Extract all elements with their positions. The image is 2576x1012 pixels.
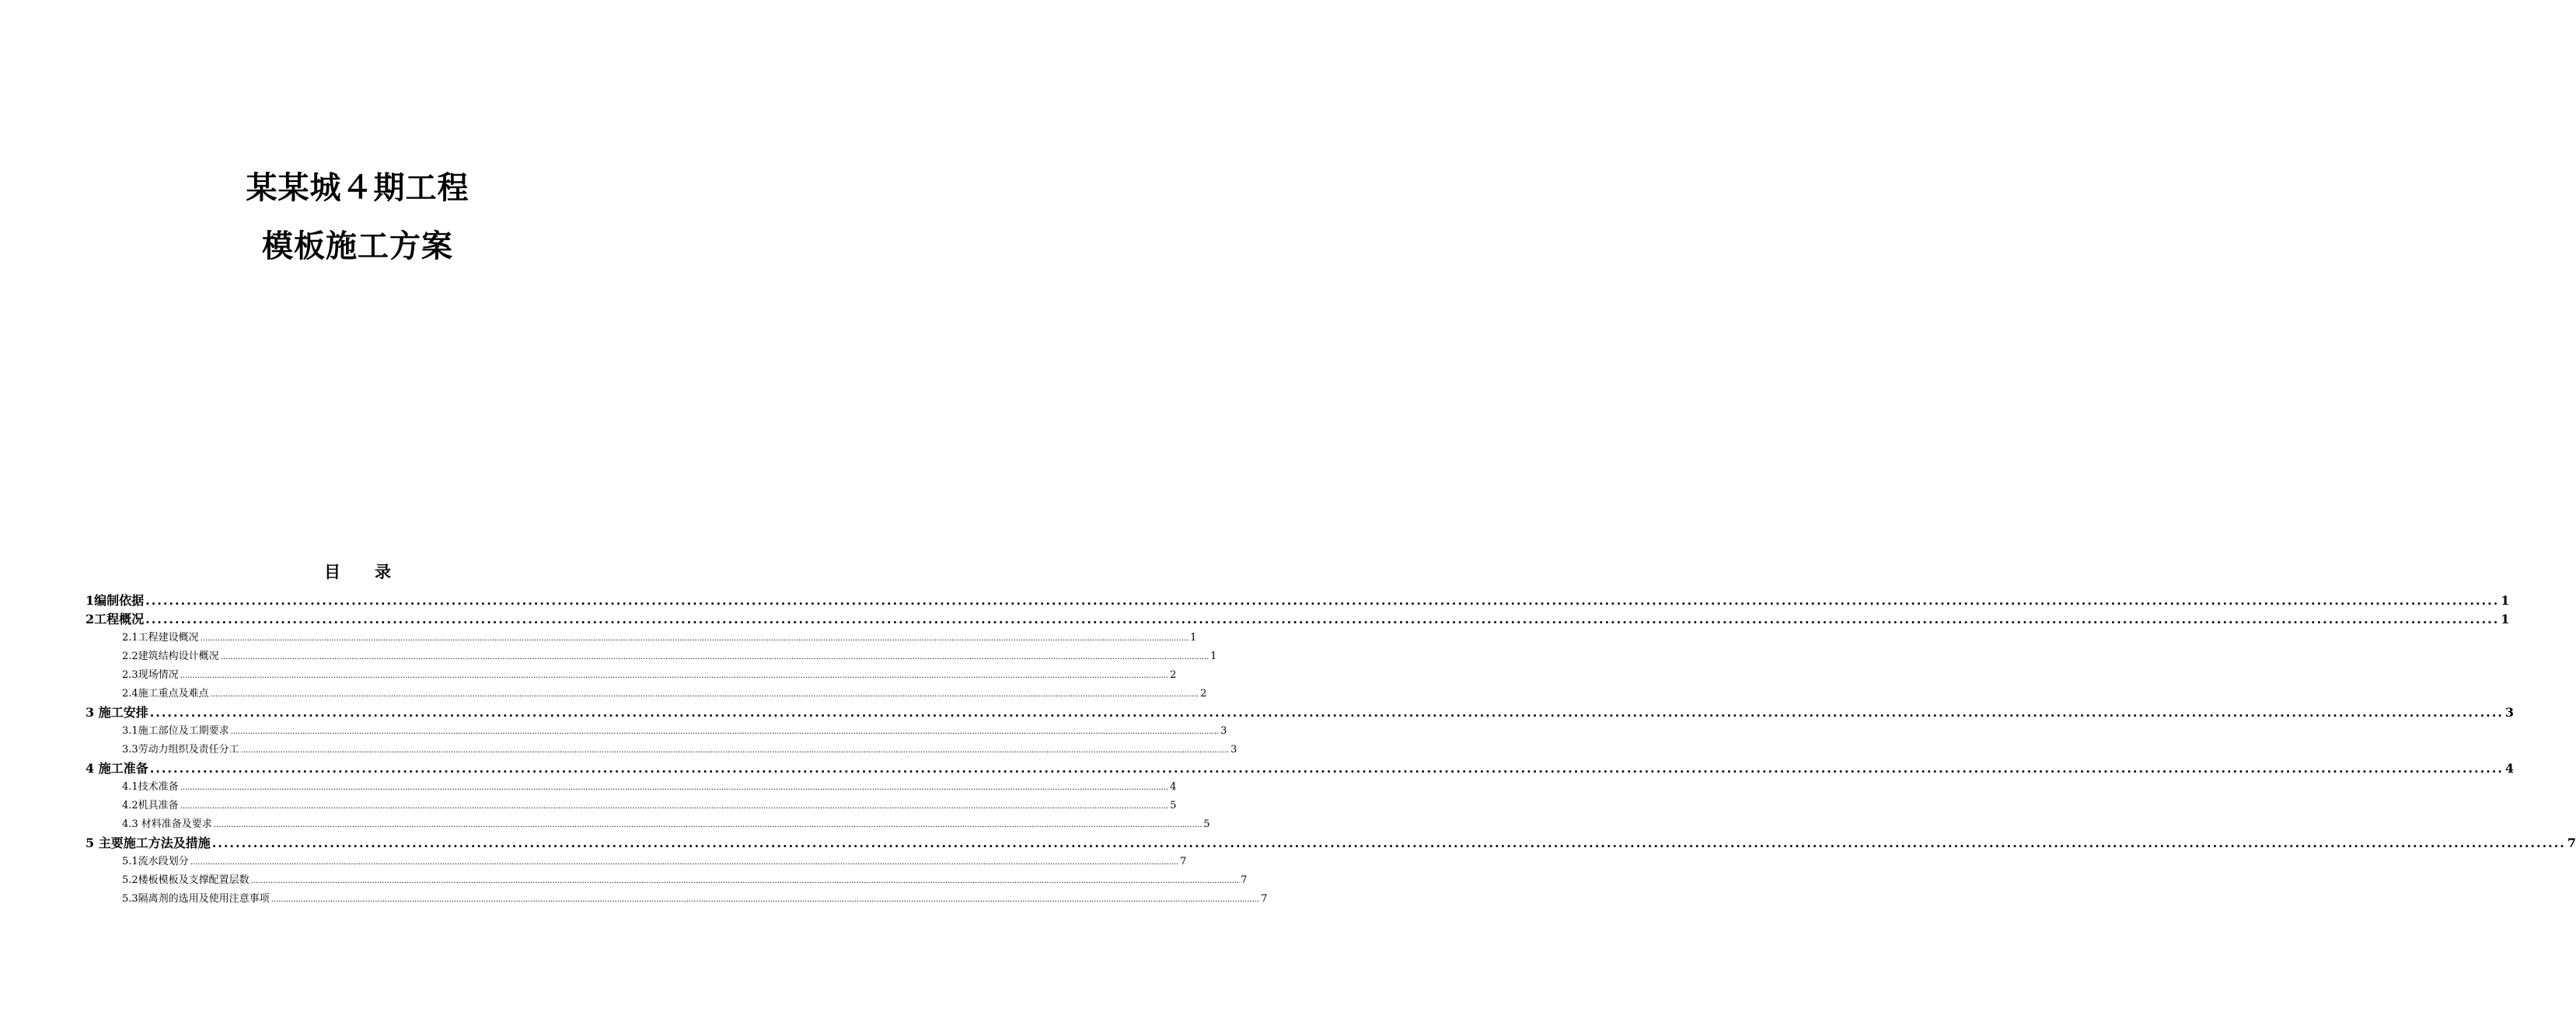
table-of-contents bbox=[86, 591, 2576, 909]
toc-dot-leader: ................................................................................................................................................................................................................................................................................................................................................................................................................ bbox=[180, 783, 1169, 792]
toc-entry-label: 2.3现场情况 bbox=[122, 669, 179, 681]
toc-entry-label: 1编制依据 bbox=[86, 593, 145, 608]
toc-entry-label: 3 施工安排 bbox=[86, 705, 148, 720]
toc-page-number: 2 bbox=[1200, 688, 1207, 700]
toc-entry-label: 2.2建筑结构设计概况 bbox=[122, 651, 219, 662]
toc-entry-label: 3.1施工部位及工期要求 bbox=[122, 725, 229, 737]
toc-dot-leader: ................................................................................................................................................................................................................................................................................................................................................................................................................ bbox=[240, 746, 1230, 755]
toc-entry-label: 4.1技术准备 bbox=[122, 781, 179, 793]
toc-page-number: 5 bbox=[1203, 818, 1210, 830]
toc-entry-label: 2工程概况 bbox=[86, 612, 145, 626]
toc-page-number: 3 bbox=[2504, 705, 2514, 720]
toc-page-number: 1 bbox=[2501, 612, 2510, 626]
toc-entry-label: 5.3隔离剂的选用及使用注意事项 bbox=[122, 893, 270, 905]
toc-entry-label: 4.3 材料准备及要求 bbox=[122, 818, 212, 830]
toc-entry-label: 5.2楼板模板及支撑配置层数 bbox=[122, 874, 250, 886]
toc-entry-label: 4 施工准备 bbox=[86, 761, 148, 776]
toc-subentry[interactable] bbox=[86, 778, 1177, 797]
toc-subentry[interactable] bbox=[86, 647, 1217, 666]
toc-dot-leader: ................................................................................................................................................................................................................................................................................................................................................................................................................ bbox=[220, 653, 1209, 661]
toc-page-number: 1 bbox=[1210, 651, 1217, 662]
toc-page-number: 1 bbox=[1190, 632, 1197, 644]
toc-subentry[interactable] bbox=[86, 666, 1177, 685]
toc-subentry[interactable] bbox=[86, 797, 1177, 815]
toc-heading bbox=[0, 560, 715, 584]
toc-dot-leader: ................................................................................................................................................................................................................................................................................................................................................................................................................ bbox=[213, 821, 1202, 829]
toc-subentry[interactable] bbox=[86, 741, 1237, 759]
toc-entry[interactable] bbox=[86, 610, 2510, 629]
toc-dot-leader: ................................................................................................................................................................................................................................................................................................................................................................................................................ bbox=[211, 836, 2566, 850]
toc-page-number: 2 bbox=[1170, 669, 1177, 681]
toc-page-number: 5 bbox=[1170, 800, 1177, 811]
toc-subentry[interactable] bbox=[86, 722, 1227, 741]
toc-page-number: 7 bbox=[1180, 856, 1187, 867]
toc-heading-left: 目 bbox=[324, 562, 340, 581]
toc-dot-leader: ................................................................................................................................................................................................................................................................................................................................................................................................................ bbox=[200, 634, 1189, 643]
toc-subentry[interactable] bbox=[86, 871, 1248, 890]
toc-subentry[interactable] bbox=[86, 890, 1268, 909]
toc-subentry[interactable] bbox=[86, 815, 1210, 834]
toc-dot-leader: ................................................................................................................................................................................................................................................................................................................................................................................................................ bbox=[180, 802, 1169, 811]
toc-page-number: 3 bbox=[1230, 744, 1237, 756]
toc-entry-label: 2.4施工重点及难点 bbox=[122, 688, 209, 700]
toc-entry-label: 2.1工程建设概况 bbox=[122, 632, 199, 644]
toc-dot-leader: ................................................................................................................................................................................................................................................................................................................................................................................................................ bbox=[190, 858, 1179, 867]
toc-dot-leader: ................................................................................................................................................................................................................................................................................................................................................................................................................ bbox=[145, 593, 2500, 608]
toc-entry[interactable] bbox=[86, 703, 2514, 722]
toc-subentry[interactable] bbox=[86, 685, 1207, 703]
toc-dot-leader: ................................................................................................................................................................................................................................................................................................................................................................................................................ bbox=[149, 761, 2504, 776]
toc-dot-leader: ................................................................................................................................................................................................................................................................................................................................................................................................................ bbox=[250, 877, 1240, 885]
document-title: 某某城４期工程 bbox=[246, 169, 469, 206]
toc-entry-label: 4.2机具准备 bbox=[122, 800, 179, 811]
toc-dot-leader: ................................................................................................................................................................................................................................................................................................................................................................................................................ bbox=[145, 612, 2500, 626]
toc-entry-label: 5 主要施工方法及措施 bbox=[86, 836, 211, 850]
toc-dot-leader: ................................................................................................................................................................................................................................................................................................................................................................................................................ bbox=[271, 895, 1260, 904]
toc-dot-leader: ................................................................................................................................................................................................................................................................................................................................................................................................................ bbox=[210, 690, 1199, 699]
toc-dot-leader: ................................................................................................................................................................................................................................................................................................................................................................................................................ bbox=[149, 705, 2504, 720]
toc-page-number: 7 bbox=[2567, 836, 2576, 850]
toc-subentry[interactable] bbox=[86, 629, 1197, 647]
toc-dot-leader: ................................................................................................................................................................................................................................................................................................................................................................................................................ bbox=[230, 728, 1220, 736]
toc-entry[interactable] bbox=[86, 591, 2510, 610]
toc-entry[interactable] bbox=[86, 759, 2514, 778]
toc-heading-right: 录 bbox=[375, 562, 391, 581]
toc-page-number: 3 bbox=[1220, 725, 1227, 737]
toc-page-number: 7 bbox=[1261, 893, 1268, 905]
toc-entry[interactable] bbox=[86, 834, 2576, 853]
toc-page-number: 4 bbox=[2504, 761, 2514, 776]
toc-entry-label: 3.3劳动力组织及责任分工 bbox=[122, 744, 239, 756]
toc-page-number: 1 bbox=[2501, 593, 2510, 608]
toc-page-number: 7 bbox=[1241, 874, 1248, 886]
toc-subentry[interactable] bbox=[86, 853, 1187, 871]
toc-page-number: 4 bbox=[1170, 781, 1177, 793]
toc-dot-leader: ................................................................................................................................................................................................................................................................................................................................................................................................................ bbox=[180, 672, 1169, 680]
toc-entry-label: 5.1流水段划分 bbox=[122, 856, 189, 867]
document-subtitle: 模板施工方案 bbox=[262, 228, 453, 264]
